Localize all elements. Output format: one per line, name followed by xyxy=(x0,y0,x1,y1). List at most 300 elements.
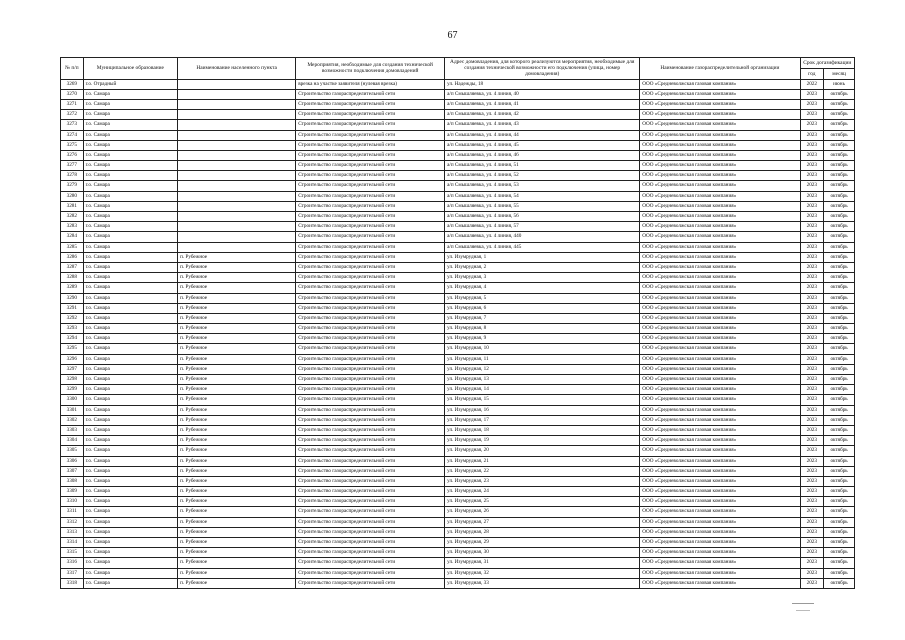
cell-municipality: г.о. Самара xyxy=(83,120,177,130)
cell-number: 3274 xyxy=(61,130,84,140)
cell-measures: Строительство газораспределительной сети xyxy=(296,385,445,395)
cell-number: 3294 xyxy=(61,334,84,344)
cell-settlement: п. Рубежное xyxy=(178,517,296,527)
cell-address: ул. Изумрудная, 11 xyxy=(445,354,640,364)
cell-municipality: г.о. Самара xyxy=(83,161,177,171)
table-row xyxy=(61,415,855,425)
cell-address: а/п Смышляевка, ул. 4 линия, 56 xyxy=(445,212,640,222)
cell-year: 2023 xyxy=(800,283,824,293)
cell-number: 3308 xyxy=(61,476,84,486)
cell-address: ул. Изумрудная, 21 xyxy=(445,456,640,466)
cell-municipality: г.о. Самара xyxy=(83,313,177,323)
cell-municipality: г.о. Самара xyxy=(83,212,177,222)
cell-measures: Строительство газораспределительной сети xyxy=(296,130,445,140)
cell-address: а/п Смышляевка, ул. 4 линия, 40 xyxy=(445,89,640,99)
cell-year: 2023 xyxy=(800,487,824,497)
cell-settlement: п. Рубежное xyxy=(178,487,296,497)
cell-address: ул. Изумрудная, 22 xyxy=(445,466,640,476)
cell-year: 2023 xyxy=(800,201,824,211)
cell-organization: ООО «Средневолжская газовая компания» xyxy=(640,99,800,109)
cell-measures: Строительство газораспределительной сети xyxy=(296,252,445,262)
cell-organization: ООО «Средневолжская газовая компания» xyxy=(640,89,800,99)
cell-address: ул. Изумрудная, 20 xyxy=(445,446,640,456)
cell-number: 3314 xyxy=(61,538,84,548)
cell-measures: Строительство газораспределительной сети xyxy=(296,161,445,171)
cell-municipality: г.о. Самара xyxy=(83,293,177,303)
cell-municipality: г.о. Самара xyxy=(83,395,177,405)
cell-month: октябрь xyxy=(824,110,855,120)
cell-measures: Строительство газораспределительной сети xyxy=(296,293,445,303)
cell-measures: Строительство газораспределительной сети xyxy=(296,568,445,578)
cell-month: октябрь xyxy=(824,191,855,201)
cell-number: 3313 xyxy=(61,527,84,537)
cell-settlement: п. Рубежное xyxy=(178,324,296,334)
cell-municipality: г.о. Самара xyxy=(83,527,177,537)
cell-measures: Строительство газораспределительной сети xyxy=(296,354,445,364)
table-row xyxy=(61,222,855,232)
cell-address: ул. Изумрудная, 30 xyxy=(445,548,640,558)
cell-year: 2023 xyxy=(800,313,824,323)
cell-settlement: п. Рубежное xyxy=(178,548,296,558)
table-row xyxy=(61,303,855,313)
table-row xyxy=(61,364,855,374)
cell-settlement: п. Рубежное xyxy=(178,466,296,476)
cell-month: октябрь xyxy=(824,222,855,232)
cell-year: 2023 xyxy=(800,548,824,558)
cell-number: 3276 xyxy=(61,150,84,160)
cell-year: 2023 xyxy=(800,568,824,578)
cell-year: 2023 xyxy=(800,252,824,262)
cell-number: 3271 xyxy=(61,99,84,109)
cell-measures: Строительство газораспределительной сети xyxy=(296,303,445,313)
documents-table xyxy=(60,57,855,589)
cell-address: ул. Изумрудная, 28 xyxy=(445,527,640,537)
cell-settlement: п. Рубежное xyxy=(178,507,296,517)
cell-municipality: г.о. Самара xyxy=(83,548,177,558)
cell-number: 3309 xyxy=(61,487,84,497)
cell-year: 2023 xyxy=(800,507,824,517)
cell-address: ул. Изумрудная, 3 xyxy=(445,273,640,283)
cell-month: октябрь xyxy=(824,364,855,374)
cell-settlement: п. Рубежное xyxy=(178,375,296,385)
cell-settlement: п. Рубежное xyxy=(178,354,296,364)
table-row xyxy=(61,395,855,405)
cell-number: 3290 xyxy=(61,293,84,303)
cell-number: 3311 xyxy=(61,507,84,517)
cell-year: 2023 xyxy=(800,476,824,486)
cell-year: 2022 xyxy=(800,79,824,89)
cell-number: 3270 xyxy=(61,89,84,99)
cell-address: ул. Изумрудная, 5 xyxy=(445,293,640,303)
table-row xyxy=(61,191,855,201)
cell-measures: Строительство газораспределительной сети xyxy=(296,201,445,211)
cell-month: октябрь xyxy=(824,538,855,548)
cell-number: 3272 xyxy=(61,110,84,120)
cell-address: а/п Смышляевка, ул. 4 линия, 55 xyxy=(445,201,640,211)
cell-municipality: г.о. Самара xyxy=(83,405,177,415)
cell-settlement: п. Рубежное xyxy=(178,436,296,446)
col-header-organization: Наименование газораспределительной организации xyxy=(640,58,800,80)
footer-rule xyxy=(792,603,814,604)
cell-measures: Строительство газораспределительной сети xyxy=(296,446,445,456)
cell-year: 2023 xyxy=(800,171,824,181)
cell-municipality: г.о. Самара xyxy=(83,110,177,120)
cell-month: октябрь xyxy=(824,578,855,588)
cell-address: а/п Смышляевка, ул. 4 линия, 57 xyxy=(445,222,640,232)
cell-address: ул. Изумрудная, 16 xyxy=(445,405,640,415)
table-row xyxy=(61,548,855,558)
cell-number: 3280 xyxy=(61,191,84,201)
cell-municipality: г.о. Самара xyxy=(83,425,177,435)
cell-organization: ООО «Средневолжская газовая компания» xyxy=(640,120,800,130)
cell-municipality: г.о. Самара xyxy=(83,568,177,578)
cell-month: октябрь xyxy=(824,405,855,415)
cell-measures: Строительство газораспределительной сети xyxy=(296,140,445,150)
cell-organization: ООО «Средневолжская газовая компания» xyxy=(640,415,800,425)
cell-month: октябрь xyxy=(824,375,855,385)
cell-measures: Строительство газораспределительной сети xyxy=(296,527,445,537)
col-header-measures: Мероприятия, необходимые для создания технической возможности подключения домовладений xyxy=(296,58,445,80)
col-header-settlement: Наименование населенного пункта xyxy=(178,58,296,80)
cell-organization: ООО «Средневолжская газовая компания» xyxy=(640,171,800,181)
cell-measures: Строительство газораспределительной сети xyxy=(296,313,445,323)
cell-month: июнь xyxy=(824,79,855,89)
cell-year: 2023 xyxy=(800,395,824,405)
cell-number: 3296 xyxy=(61,354,84,364)
cell-number: 3315 xyxy=(61,548,84,558)
cell-organization: ООО «Средневолжская газовая компания» xyxy=(640,425,800,435)
cell-address: ул. Изумрудная, 23 xyxy=(445,476,640,486)
cell-number: 3302 xyxy=(61,415,84,425)
cell-year: 2023 xyxy=(800,161,824,171)
cell-year: 2023 xyxy=(800,466,824,476)
cell-settlement xyxy=(178,110,296,120)
cell-settlement: п. Рубежное xyxy=(178,558,296,568)
cell-number: 3292 xyxy=(61,313,84,323)
cell-number: 3278 xyxy=(61,171,84,181)
cell-measures: Строительство газораспределительной сети xyxy=(296,497,445,507)
cell-month: октябрь xyxy=(824,497,855,507)
cell-measures: Строительство газораспределительной сети xyxy=(296,324,445,334)
cell-settlement: п. Рубежное xyxy=(178,578,296,588)
cell-month: октябрь xyxy=(824,242,855,252)
cell-number: 3306 xyxy=(61,456,84,466)
cell-settlement xyxy=(178,161,296,171)
cell-month: октябрь xyxy=(824,548,855,558)
cell-municipality: г.о. Самара xyxy=(83,303,177,313)
cell-organization: ООО «Средневолжская газовая компания» xyxy=(640,558,800,568)
cell-settlement xyxy=(178,171,296,181)
cell-organization: ООО «Средневолжская газовая компания» xyxy=(640,212,800,222)
cell-month: октябрь xyxy=(824,273,855,283)
cell-organization: ООО «Средневолжская газовая компания» xyxy=(640,354,800,364)
table-row xyxy=(61,242,855,252)
cell-settlement: п. Рубежное xyxy=(178,273,296,283)
cell-measures: Строительство газораспределительной сети xyxy=(296,120,445,130)
cell-address: ул. Изумрудная, 4 xyxy=(445,283,640,293)
cell-address: ул. Изумрудная, 26 xyxy=(445,507,640,517)
cell-year: 2023 xyxy=(800,456,824,466)
cell-year: 2023 xyxy=(800,558,824,568)
cell-municipality: г.о. Самара xyxy=(83,232,177,242)
cell-organization: ООО «Средневолжская газовая компания» xyxy=(640,232,800,242)
cell-month: октябрь xyxy=(824,201,855,211)
table-row xyxy=(61,262,855,272)
cell-organization: ООО «Средневолжская газовая компания» xyxy=(640,507,800,517)
cell-settlement xyxy=(178,150,296,160)
cell-month: октябрь xyxy=(824,436,855,446)
cell-measures: Строительство газораспределительной сети xyxy=(296,191,445,201)
cell-month: октябрь xyxy=(824,303,855,313)
cell-measures: Строительство газораспределительной сети xyxy=(296,110,445,120)
table-row xyxy=(61,140,855,150)
cell-municipality: г.о. Самара xyxy=(83,436,177,446)
cell-year: 2023 xyxy=(800,273,824,283)
cell-year: 2023 xyxy=(800,262,824,272)
cell-municipality: г.о. Самара xyxy=(83,283,177,293)
col-header-municipality: Муниципальное образование xyxy=(83,58,177,80)
cell-organization: ООО «Средневолжская газовая компания» xyxy=(640,364,800,374)
cell-municipality: г.о. Самара xyxy=(83,466,177,476)
cell-municipality: г.о. Самара xyxy=(83,89,177,99)
cell-month: октябрь xyxy=(824,140,855,150)
cell-measures: Строительство газораспределительной сети xyxy=(296,232,445,242)
cell-settlement: п. Рубежное xyxy=(178,446,296,456)
cell-municipality: г.о. Самара xyxy=(83,354,177,364)
cell-measures: Строительство газораспределительной сети xyxy=(296,507,445,517)
cell-number: 3282 xyxy=(61,212,84,222)
cell-year: 2023 xyxy=(800,517,824,527)
cell-number: 3312 xyxy=(61,517,84,527)
table-row xyxy=(61,517,855,527)
cell-address: а/п Смышляевка, ул. 4 линия, 51 xyxy=(445,161,640,171)
cell-settlement xyxy=(178,79,296,89)
cell-year: 2023 xyxy=(800,140,824,150)
table-row xyxy=(61,99,855,109)
cell-measures: Строительство газораспределительной сети xyxy=(296,171,445,181)
cell-municipality: г.о. Самара xyxy=(83,262,177,272)
cell-settlement xyxy=(178,99,296,109)
cell-year: 2023 xyxy=(800,293,824,303)
cell-organization: ООО «Средневолжская газовая компания» xyxy=(640,344,800,354)
table-row xyxy=(61,538,855,548)
cell-address: а/п Смышляевка, ул. 4 линия, 43 xyxy=(445,120,640,130)
cell-measures: Строительство газораспределительной сети xyxy=(296,212,445,222)
cell-measures: Строительство газораспределительной сети xyxy=(296,476,445,486)
table-row xyxy=(61,201,855,211)
cell-measures: Строительство газораспределительной сети xyxy=(296,334,445,344)
cell-municipality: г.о. Самара xyxy=(83,497,177,507)
cell-measures: Строительство газораспределительной сети xyxy=(296,89,445,99)
cell-municipality: г.о. Самара xyxy=(83,130,177,140)
cell-number: 3284 xyxy=(61,232,84,242)
table-header-row xyxy=(61,58,855,69)
cell-organization: ООО «Средневолжская газовая компания» xyxy=(640,181,800,191)
cell-number: 3285 xyxy=(61,242,84,252)
cell-number: 3318 xyxy=(61,578,84,588)
cell-month: октябрь xyxy=(824,446,855,456)
cell-year: 2023 xyxy=(800,222,824,232)
cell-month: октябрь xyxy=(824,212,855,222)
cell-address: ул. Изумрудная, 32 xyxy=(445,568,640,578)
cell-address: ул. Изумрудная, 2 xyxy=(445,262,640,272)
cell-month: октябрь xyxy=(824,415,855,425)
cell-address: ул. Изумрудная, 18 xyxy=(445,425,640,435)
cell-address: а/п Смышляевка, ул. 4 линия, 42 xyxy=(445,110,640,120)
cell-number: 3283 xyxy=(61,222,84,232)
cell-municipality: г.о. Самара xyxy=(83,222,177,232)
cell-organization: ООО «Средневолжская газовая компания» xyxy=(640,150,800,160)
cell-year: 2023 xyxy=(800,385,824,395)
cell-municipality: г.о. Самара xyxy=(83,252,177,262)
table-row xyxy=(61,466,855,476)
cell-month: октябрь xyxy=(824,181,855,191)
cell-year: 2023 xyxy=(800,150,824,160)
cell-address: ул. Надежды, 18 xyxy=(445,79,640,89)
cell-organization: ООО «Средневолжская газовая компания» xyxy=(640,466,800,476)
cell-measures: Строительство газораспределительной сети xyxy=(296,517,445,527)
cell-settlement xyxy=(178,89,296,99)
cell-address: ул. Изумрудная, 25 xyxy=(445,497,640,507)
cell-number: 3286 xyxy=(61,252,84,262)
table-row xyxy=(61,110,855,120)
table-row xyxy=(61,232,855,242)
cell-settlement xyxy=(178,130,296,140)
cell-address: ул. Изумрудная, 31 xyxy=(445,558,640,568)
cell-address: ул. Изумрудная, 27 xyxy=(445,517,640,527)
cell-month: октябрь xyxy=(824,344,855,354)
cell-organization: ООО «Средневолжская газовая компания» xyxy=(640,161,800,171)
cell-year: 2023 xyxy=(800,191,824,201)
cell-organization: ООО «Средневолжская газовая компания» xyxy=(640,273,800,283)
cell-municipality: г.о. Самара xyxy=(83,191,177,201)
table-row xyxy=(61,446,855,456)
cell-number: 3301 xyxy=(61,405,84,415)
table-row xyxy=(61,273,855,283)
cell-settlement xyxy=(178,181,296,191)
cell-month: октябрь xyxy=(824,466,855,476)
cell-municipality: г.о. Самара xyxy=(83,415,177,425)
cell-settlement: п. Рубежное xyxy=(178,476,296,486)
cell-measures: Строительство газораспределительной сети xyxy=(296,548,445,558)
cell-municipality: г.о. Отрадный xyxy=(83,79,177,89)
cell-address: ул. Изумрудная, 10 xyxy=(445,344,640,354)
cell-year: 2023 xyxy=(800,436,824,446)
cell-address: ул. Изумрудная, 6 xyxy=(445,303,640,313)
cell-month: октябрь xyxy=(824,517,855,527)
table-row xyxy=(61,161,855,171)
cell-month: октябрь xyxy=(824,334,855,344)
cell-year: 2023 xyxy=(800,303,824,313)
cell-month: октябрь xyxy=(824,252,855,262)
cell-month: октябрь xyxy=(824,120,855,130)
col-header-year: год xyxy=(800,68,824,79)
cell-municipality: г.о. Самара xyxy=(83,140,177,150)
cell-month: октябрь xyxy=(824,568,855,578)
cell-address: ул. Изумрудная, 12 xyxy=(445,364,640,374)
cell-year: 2023 xyxy=(800,405,824,415)
cell-municipality: г.о. Самара xyxy=(83,242,177,252)
cell-organization: ООО «Средневолжская газовая компания» xyxy=(640,517,800,527)
cell-month: октябрь xyxy=(824,324,855,334)
cell-year: 2023 xyxy=(800,446,824,456)
cell-measures: Строительство газораспределительной сети xyxy=(296,150,445,160)
cell-year: 2023 xyxy=(800,99,824,109)
cell-number: 3275 xyxy=(61,140,84,150)
cell-year: 2023 xyxy=(800,415,824,425)
cell-month: октябрь xyxy=(824,425,855,435)
table-row xyxy=(61,212,855,222)
table-row xyxy=(61,487,855,497)
cell-year: 2023 xyxy=(800,130,824,140)
cell-month: октябрь xyxy=(824,456,855,466)
table-row xyxy=(61,181,855,191)
table-row xyxy=(61,313,855,323)
cell-settlement: п. Рубежное xyxy=(178,497,296,507)
cell-address: а/п Смышляевка, ул. 4 линия, 44 xyxy=(445,130,640,140)
cell-year: 2023 xyxy=(800,334,824,344)
cell-address: а/п Смышляевка, ул. 4 линия, 46 xyxy=(445,150,640,160)
cell-number: 3304 xyxy=(61,436,84,446)
cell-measures: Строительство газораспределительной сети xyxy=(296,487,445,497)
cell-organization: ООО «Средневолжская газовая компания» xyxy=(640,578,800,588)
cell-measures: Строительство газораспределительной сети xyxy=(296,222,445,232)
cell-measures: врезка на участке заявителя (нулевая врезка) xyxy=(296,79,445,89)
table-row xyxy=(61,150,855,160)
cell-number: 3288 xyxy=(61,273,84,283)
cell-month: октябрь xyxy=(824,130,855,140)
cell-year: 2023 xyxy=(800,344,824,354)
cell-settlement: п. Рубежное xyxy=(178,364,296,374)
cell-year: 2023 xyxy=(800,364,824,374)
table-row xyxy=(61,527,855,537)
cell-organization: ООО «Средневолжская газовая компания» xyxy=(640,527,800,537)
cell-year: 2023 xyxy=(800,538,824,548)
table-row xyxy=(61,344,855,354)
cell-organization: ООО «Средневолжская газовая компания» xyxy=(640,456,800,466)
cell-number: 3300 xyxy=(61,395,84,405)
table-row xyxy=(61,405,855,415)
table-row xyxy=(61,476,855,486)
cell-municipality: г.о. Самара xyxy=(83,201,177,211)
cell-organization: ООО «Средневолжская газовая компания» xyxy=(640,436,800,446)
table-row xyxy=(61,497,855,507)
cell-number: 3307 xyxy=(61,466,84,476)
table-row xyxy=(61,130,855,140)
cell-municipality: г.о. Самара xyxy=(83,385,177,395)
cell-municipality: г.о. Самара xyxy=(83,375,177,385)
cell-month: октябрь xyxy=(824,527,855,537)
table-row xyxy=(61,558,855,568)
table-row xyxy=(61,354,855,364)
cell-settlement xyxy=(178,140,296,150)
cell-address: а/п Смышляевка, ул. 4 линия, 41 xyxy=(445,99,640,109)
cell-year: 2023 xyxy=(800,232,824,242)
cell-organization: ООО «Средневолжская газовая компания» xyxy=(640,446,800,456)
cell-organization: ООО «Средневолжская газовая компания» xyxy=(640,324,800,334)
cell-year: 2023 xyxy=(800,497,824,507)
cell-address: ул. Изумрудная, 9 xyxy=(445,334,640,344)
cell-year: 2023 xyxy=(800,527,824,537)
cell-municipality: г.о. Самара xyxy=(83,517,177,527)
cell-municipality: г.о. Самара xyxy=(83,334,177,344)
cell-settlement: п. Рубежное xyxy=(178,405,296,415)
cell-settlement: п. Рубежное xyxy=(178,334,296,344)
cell-measures: Строительство газораспределительной сети xyxy=(296,578,445,588)
cell-month: октябрь xyxy=(824,313,855,323)
cell-organization: ООО «Средневолжская газовая компания» xyxy=(640,334,800,344)
cell-organization: ООО «Средневолжская газовая компания» xyxy=(640,405,800,415)
